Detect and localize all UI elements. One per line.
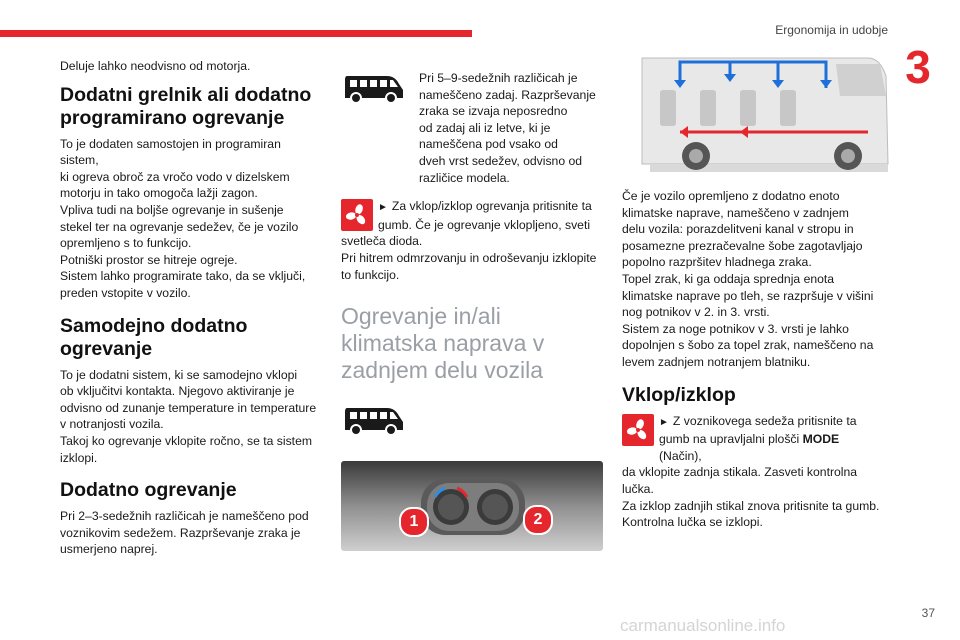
text-line: dveh vrst sedežev, odvisno od xyxy=(419,153,583,168)
text-line: ob vključitvi kontakta. Njegovo aktiviranje je xyxy=(60,384,295,399)
intro-text: Deluje lahko neodvisno od motorja. xyxy=(60,59,251,73)
fan-icon xyxy=(622,414,654,446)
text-line: od zadaj ali iz letve, ki je xyxy=(419,120,551,135)
text-line: odvisno od zunanje temperature in temperature xyxy=(60,400,317,415)
text-line: Za izklop zadnjih stikal znova pritisnite ta gumb. xyxy=(622,498,880,513)
text-line: gumb. Če je ogrevanje vklopljeno, sveti xyxy=(378,217,591,232)
text-line: Pri hitrem odmrzovanju in odroševanju izklopite xyxy=(341,250,597,265)
header-accent-bar xyxy=(0,30,472,37)
text-line: To je dodatni sistem, ki se samodejno vklopi xyxy=(60,367,298,382)
van-note xyxy=(341,70,603,186)
text-line: zraka se izvaja neposredno xyxy=(419,104,568,119)
text-line xyxy=(659,431,884,464)
text-span: gumb na upravljalni plošči xyxy=(659,432,800,447)
fan-note-text xyxy=(378,198,592,233)
control-panel-photo xyxy=(341,461,603,551)
section-title: Ergonomija in udobje xyxy=(775,23,888,37)
heading-automatic-heating: Samodejno dodatno ogrevanje xyxy=(60,314,248,360)
text-line: opremljeno s to funkcijo. xyxy=(60,236,192,251)
callout-1 xyxy=(399,507,429,537)
watermark: carmanualsonline.info xyxy=(620,616,786,635)
text-line: ki ogreva obroč za vročo vodo v dizelskem xyxy=(60,169,290,184)
text-line: to funkcijo. xyxy=(341,267,400,282)
heading-additional-heating: Dodatno ogrevanje xyxy=(60,479,237,502)
text-line: stekel ter na ogrevanje sedežev, če je vozilo xyxy=(60,219,299,234)
van-note-text xyxy=(419,70,596,186)
text-line: nameščena pod vsako od xyxy=(419,137,558,152)
callout-label: 2 xyxy=(533,511,543,529)
text-line: klimatske naprave po tleh, se razpršuje v višini xyxy=(622,288,874,303)
text-line: svetleča dioda. xyxy=(341,234,423,249)
text-line: levem zadnjem notranjem blatniku. xyxy=(622,354,811,369)
text-line: nameščeno zadaj. Razprševanje xyxy=(419,87,596,102)
text-line xyxy=(659,413,884,432)
chapter-number: 3 xyxy=(905,41,931,93)
text-line: To je dodaten samostojen in programiran sistem, xyxy=(60,136,281,168)
text-span: Z voznikovega sedeža pritisnite ta xyxy=(672,413,857,428)
arrow-icon: ► xyxy=(378,202,388,214)
column-2 xyxy=(341,70,603,551)
callout-2 xyxy=(523,505,553,535)
text-line: Potniški prostor se hitreje ogreje. xyxy=(60,252,238,267)
text-line: Pri 2–3-sedežnih različicah je nameščeno pod xyxy=(60,509,309,524)
column-1 xyxy=(60,58,322,558)
text-line: delu vozila: porazdelitveni kanal v stropu in xyxy=(622,222,854,237)
text-line: Pri 5–9-sedežnih različicah je xyxy=(419,71,578,85)
text-line: različice modela. xyxy=(419,170,510,185)
heading-on-off: Vklop/izklop xyxy=(622,383,736,406)
fan-note-text xyxy=(659,413,884,465)
text-line: izklopi. xyxy=(60,450,98,465)
mode-label: MODE xyxy=(802,432,840,447)
text-line: Topel zrak, ki ga oddaja sprednja enota xyxy=(622,271,835,286)
text-line: lučka. xyxy=(622,481,654,496)
text-line: klimatske naprave, nameščeno v zadnjem xyxy=(622,205,849,220)
text-line: popolno razpršitev hladnega zraka. xyxy=(622,255,812,270)
arrow-icon: ► xyxy=(659,416,669,428)
programmable-heater-text xyxy=(60,136,322,302)
heading-rear-climate: Ogrevanje in/ali klimatska naprava v zadnjem delu vozila xyxy=(341,303,545,384)
column-3 xyxy=(622,56,884,531)
text-line: Če je vozilo opremljeno z dodatno enoto xyxy=(622,189,840,203)
fan-note xyxy=(341,198,603,233)
text-line: Kontrolna lučka se izklopi. xyxy=(622,515,763,530)
callout-label: 1 xyxy=(409,513,419,531)
text-line: Sistem lahko programirate tako, da se vključi, xyxy=(60,269,306,284)
fan-note xyxy=(622,413,884,465)
additional-heating-text xyxy=(60,508,322,558)
text-line: motorju in tako omogoča lažji zagon. xyxy=(60,186,258,201)
text-line: Takoj ko ogrevanje vklopite ročno, se ta sistem xyxy=(60,433,312,448)
text-span: (Način), xyxy=(659,448,702,463)
rear-climate-text xyxy=(622,188,884,371)
van-icon xyxy=(341,72,405,109)
text-line: posamezne prezračevalne šobe zagotavljajo xyxy=(622,238,863,253)
heading-programmable-heater: Dodatni grelnik ali dodatno programirano ogrevanje xyxy=(60,83,312,129)
van-icon xyxy=(341,404,603,441)
text-line: usmerjeno naprej. xyxy=(60,542,158,557)
text-line: nog potnikov v 2. in 3. vrsti. xyxy=(622,305,770,320)
text-line: Vpliva tudi na boljše ogrevanje in sušenje xyxy=(60,202,284,217)
text-span: Za vklop/izklop ogrevanja pritisnite ta xyxy=(391,199,592,214)
text-line: preden vstopite v vozilo. xyxy=(60,285,191,300)
van-airflow-diagram xyxy=(630,56,892,174)
automatic-heating-text xyxy=(60,367,322,467)
text-line: da vklopite zadnja stikala. Zasveti kontrolna xyxy=(622,465,858,480)
text-line: Sistem za noge potnikov v 3. vrsti je lahko xyxy=(622,321,849,336)
fan-icon xyxy=(341,199,373,231)
page-number: 37 xyxy=(921,606,935,620)
text-line: v notranjosti vozila. xyxy=(60,417,164,432)
text-line xyxy=(378,198,592,217)
text-line: voznikovim sedežem. Razprševanje zraka je xyxy=(60,525,301,540)
text-line: dopolnjen s šobo za topel zrak, nameščeno na xyxy=(622,338,874,353)
